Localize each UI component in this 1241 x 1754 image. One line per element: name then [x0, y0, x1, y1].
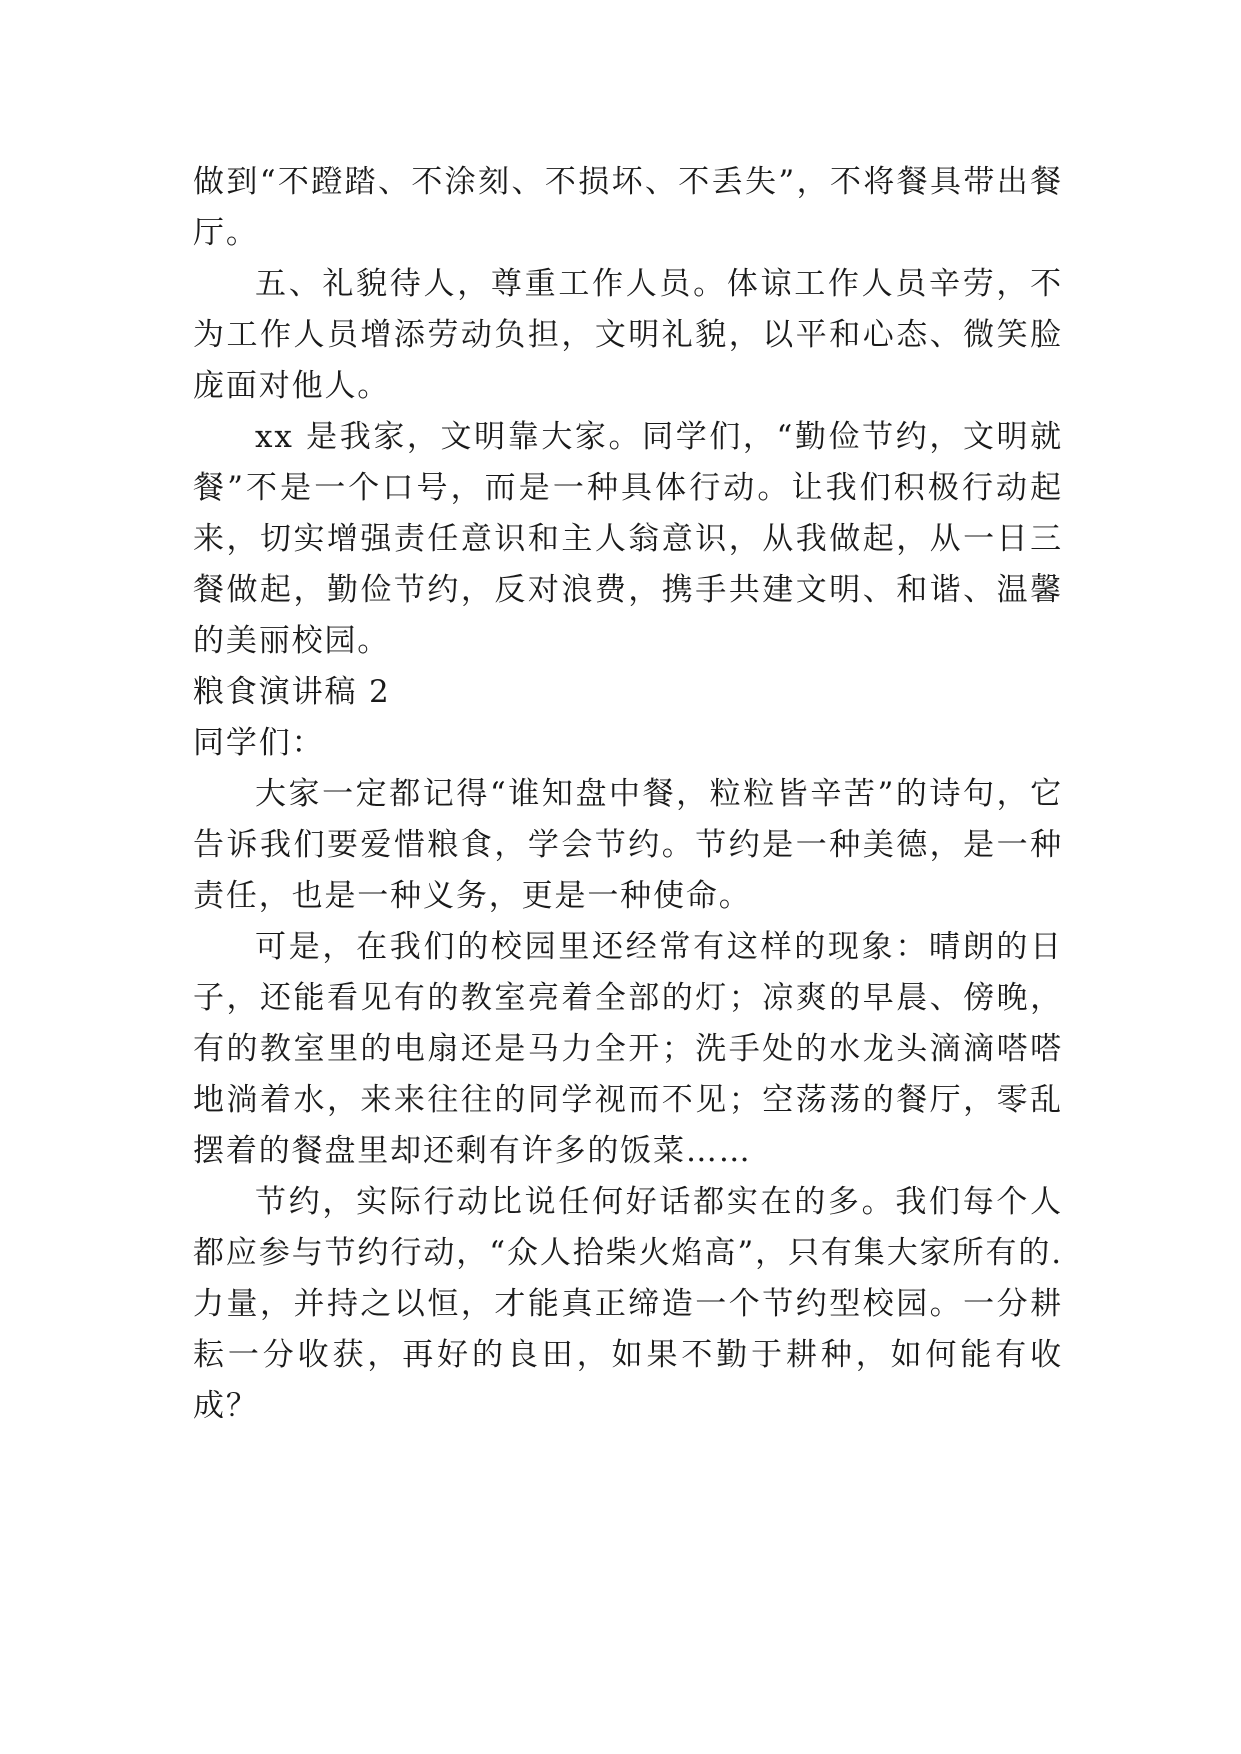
paragraph-respect-staff: 五、礼貌待人，尊重工作人员。体谅工作人员辛劳，不为工作人员增添劳动负担，文明礼貌，以平和心态、微笑脸庞面对他人。 [193, 266, 1063, 404]
paragraph-tableware: 做到“不蹬踏、不涂刻、不损坏、不丢失”，不将餐具带出餐厅。 [193, 164, 1063, 251]
paragraph-poem: 大家一定都记得“谁知盘中餐，粒粒皆辛苦”的诗句，它告诉我们要爱惜粮食，学会节约。节约是一种美德，是一种责任，也是一种义务，更是一种使命。 [193, 776, 1063, 914]
section-title: 粮食演讲稿 2 [193, 674, 391, 710]
document-body [193, 157, 1063, 1432]
salutation: 同学们： [193, 725, 325, 761]
paragraph-waste-phenomena: 可是，在我们的校园里还经常有这样的现象：晴朗的日子，还能看见有的教室亮着全部的灯；凉爽的早晨、傍晚，有的教室里的电扇还是马力全开；洗手处的水龙头滴滴嗒嗒地淌着水，来来往往的同学视而不见；空荡荡的餐厅，零乱摆着的餐盘里却还剩有许多的饭菜…… [193, 929, 1063, 1169]
paragraph-action: 节约，实际行动比说任何好话都实在的多。我们每个人都应参与节约行动，“众人拾柴火焰高”，只有集大家所有的.力量，并持之以恒，才能真正缔造一个节约型校园。一分耕耘一分收获，再好的良田，如果不勤于耕种，如何能有收成？ [193, 1184, 1063, 1424]
paragraph-civilization: xx 是我家，文明靠大家。同学们，“勤俭节约，文明就餐”不是一个口号，而是一种具体行动。让我们积极行动起来，切实增强责任意识和主人翁意识，从我做起，从一日三餐做起，勤俭节约，反对浪费，携手共建文明、和谐、温馨的美丽校园。 [193, 419, 1063, 659]
